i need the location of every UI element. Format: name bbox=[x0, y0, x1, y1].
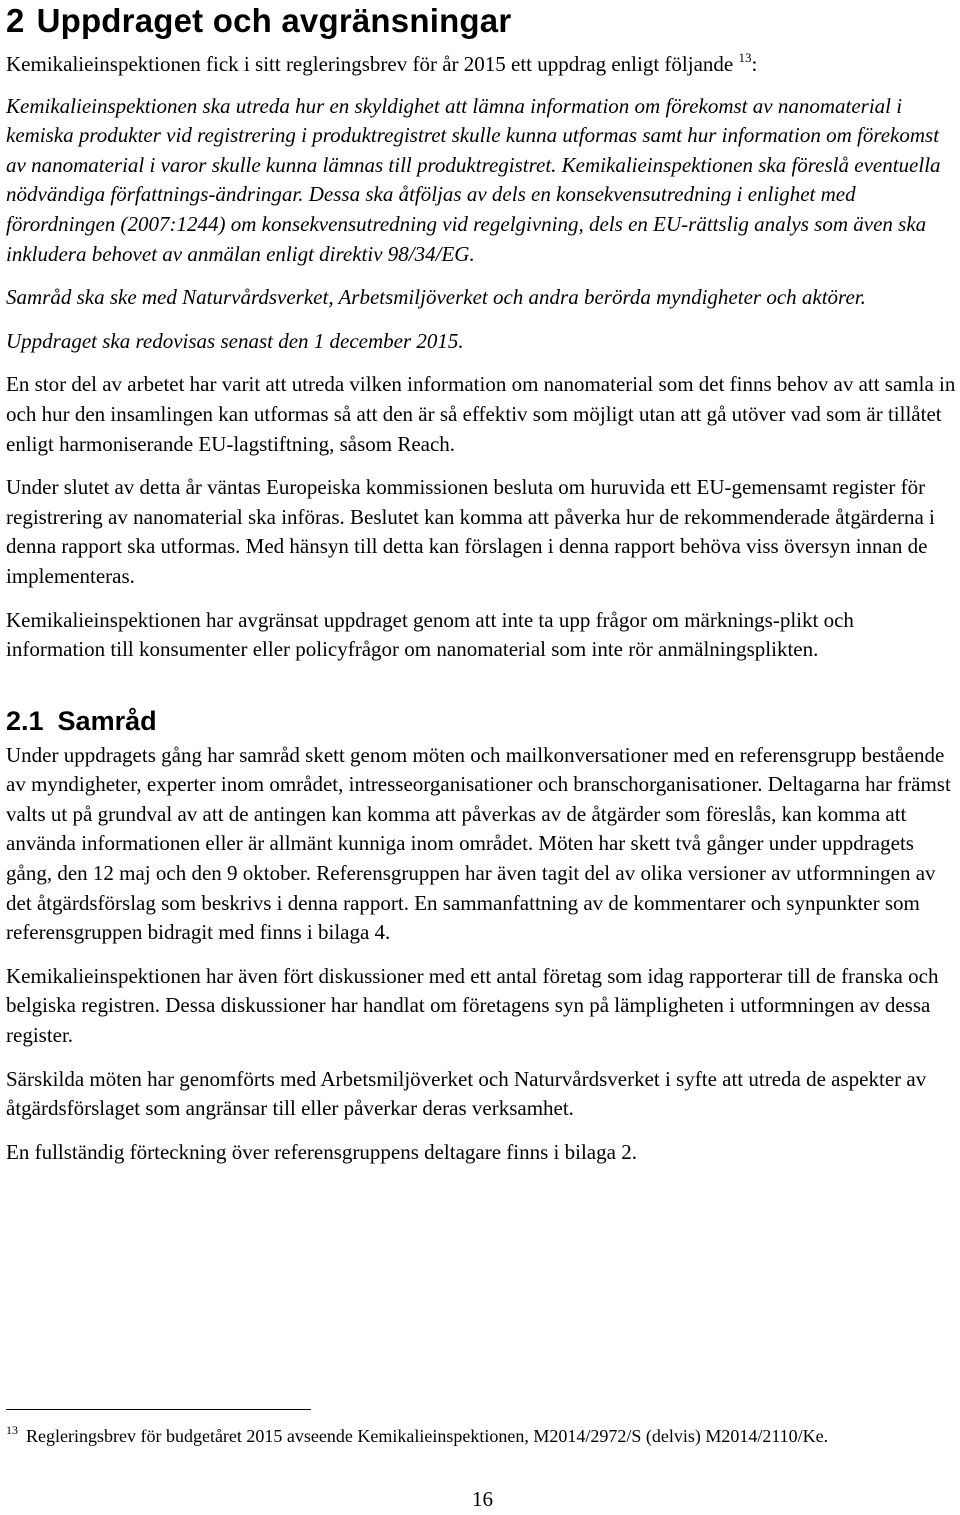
intro-paragraph bbox=[6, 50, 956, 80]
document-page bbox=[6, 0, 956, 1511]
body-paragraph-1: En stor del av arbetet har varit att utreda vilken information om nanomaterial som det finns behov av att samla in och hur den insamlingen kan utformas så att den är så effektiv som möjligt utan att gå utöver vad som är tillåtet enligt harmoniserande EU-lagstiftning, såsom Reach. bbox=[6, 372, 956, 456]
subsection-paragraph-4: En fullständig förteckning över referensgruppens deltagare finns i bilaga 2. bbox=[6, 1139, 637, 1164]
footnote-reference[interactable]: 13 bbox=[738, 50, 752, 65]
page-number: 16 bbox=[472, 1487, 493, 1511]
subsection-number: 2.1 bbox=[6, 705, 44, 736]
subsection-paragraph-3: Särskilda möten har genomförts med Arbetsmiljöverket och Naturvårdsverket i syfte att utreda de aspekter av åtgärdsförslaget som angränsar till eller påverkar deras verksamhet. bbox=[6, 1066, 927, 1121]
footnote bbox=[6, 1424, 906, 1448]
quote-paragraph-1: Kemikalieinspektionen ska utreda hur en skyldighet att lämna information om förekomst av nanomaterial i kemiska produkter vid registrering i produktregistret skulle kunna utformas samt hur information om förekomst av nanomaterial i varor skulle kunna lämnas till produktregistret. Kemikalieinspektionen ska föreslå eventuella nödvändiga författnings-ändringar. Dessa ska åtföljas av dels en konsekvensutredning i enlighet med förordningen (2007:1244) om konsekvensutredning vid regelgivning, dels en EU-rättslig analys som även ska inkludera behovet av anmälan enligt direktiv 98/34/EG. bbox=[6, 93, 941, 266]
footnote-text: Regleringsbrev för budgetåret 2015 avseende Kemikalieinspektionen, M2014/2972/S (delvis) M2014/2110/Ke. bbox=[26, 1426, 829, 1446]
subsection-paragraph-1: Under uppdragets gång har samråd skett genom möten och mailkonversationer med en referensgrupp bestående av myndigheter, experter inom området, intresseorganisationer och branschorganisationer. Deltagarna har främst valts ut på grundval av att de antingen kan komma att påverkas av de åtgärder som föreslås, kan komma att använda informationen eller är allmänt kunniga inom området. Möten har skett två gånger under uppdragets gång, den 12 maj och den 9 oktober. Referensgruppen har även tagit del av olika versioner av utformningen av det åtgärdsförslag som beskrivs i denna rapport. En sammanfattning av de kommentarer och synpunkter som referensgruppen bidragit med finns i bilaga 4. bbox=[6, 742, 951, 945]
section-title: Uppdraget och avgränsningar bbox=[36, 2, 512, 39]
section-heading bbox=[6, 0, 956, 40]
subsection-title: Samråd bbox=[57, 705, 157, 736]
intro-text: Kemikalieinspektionen fick i sitt regleringsbrev för år 2015 ett uppdrag enligt följande bbox=[6, 52, 734, 76]
quote-paragraph-2: Samråd ska ske med Naturvårdsverket, Arbetsmiljöverket och andra berörda myndigheter och aktörer. bbox=[6, 285, 866, 310]
body-paragraph-3: Kemikalieinspektionen har avgränsat uppdraget genom att inte ta upp frågor om märknings-plikt och information till konsumenter eller policyfrågor om nanomaterial som inte rör anmälningsplikten. bbox=[6, 607, 854, 662]
subsection-heading bbox=[6, 705, 956, 737]
intro-suffix: : bbox=[751, 52, 758, 76]
footnote-divider bbox=[6, 1409, 311, 1410]
footnote-number: 13 bbox=[6, 1423, 18, 1437]
quote-paragraph-3: Uppdraget ska redovisas senast den 1 december 2015. bbox=[6, 328, 464, 353]
body-paragraph-2: Under slutet av detta år väntas Europeiska kommissionen besluta om huruvida ett EU-gemensamt register för registrering av nanomaterial ska införas. Beslutet kan komma att påverka hur de rekommenderade åtgärderna i denna rapport ska utformas. Med hänsyn till detta kan förslagen i denna rapport behöva viss översyn innan de implementeras. bbox=[6, 475, 935, 588]
section-number: 2 bbox=[6, 2, 25, 39]
subsection-paragraph-2: Kemikalieinspektionen har även fört diskussioner med ett antal företag som idag rapporterar till de franska och belgiska registren. Dessa diskussioner har handlat om företagens syn på lämpligheten i utformningen av dessa register. bbox=[6, 963, 939, 1048]
